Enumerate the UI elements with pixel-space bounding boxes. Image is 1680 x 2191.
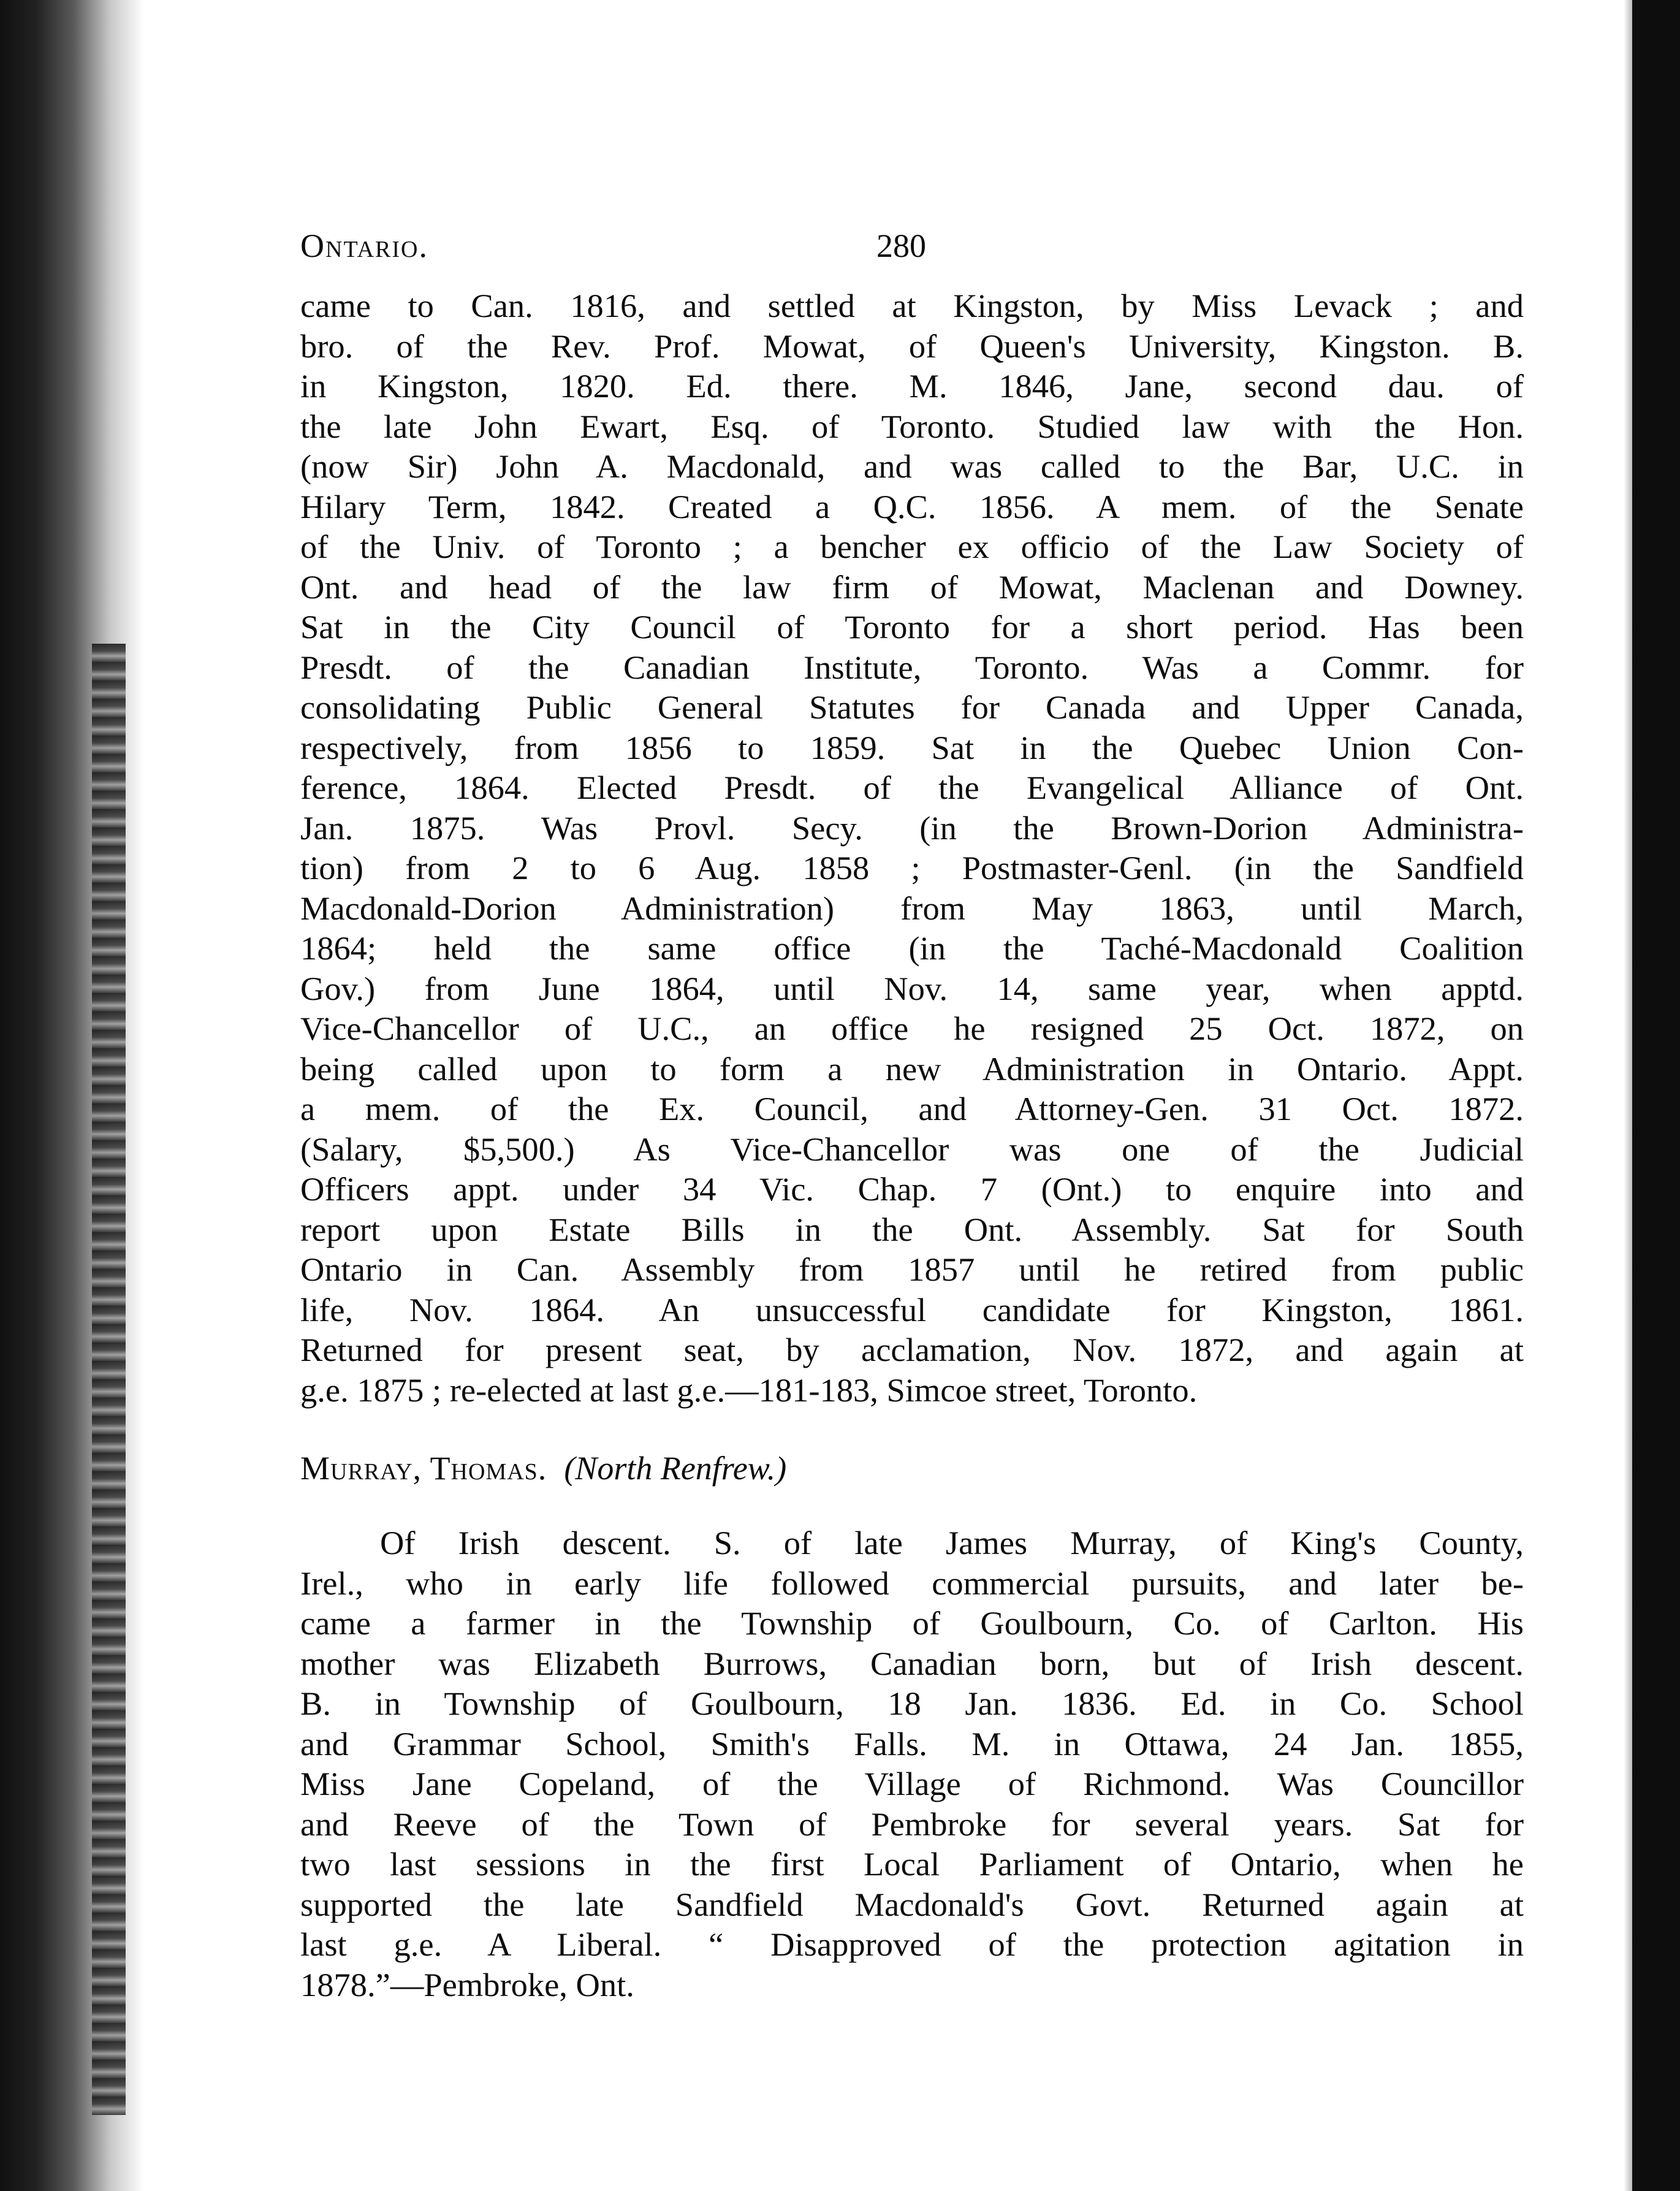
text-line: Gov.) from June 1864, until Nov. 14, same year, when apptd. [300,969,1524,1007]
text-line: respectively, from 1856 to 1859. Sat in the Quebec Union Con- [300,728,1524,766]
text-line: mother was Elizabeth Burrows, Canadian born, but of Irish descent. [300,1644,1524,1682]
running-head [300,221,1524,264]
text-line: Vice-Chancellor of U.C., an office he resigned 25 Oct. 1872, on [300,1010,1524,1047]
text-line: came to Can. 1816, and settled at Kingston, by Miss Levack ; and [300,287,1524,324]
entry-riding: (North Renfrew.) [564,1450,787,1487]
text-line: Macdonald-Dorion Administration) from May 1863, until March, [300,889,1524,927]
text-line: (Salary, $5,500.) As Vice-Chancellor was one of the Judicial [300,1130,1524,1168]
text-line: ference, 1864. Elected Presdt. of the Evangelical Alliance of Ont. [300,769,1524,806]
text-line: the late John Ewart, Esq. of Toronto. Studied law with the Hon. [300,407,1524,445]
text-line: 1864; held the same office (in the Taché-Macdonald Coalition [300,929,1524,967]
text-line: last g.e. A Liberal. “ Disapproved of the protection agitation in [300,1926,1524,1963]
right-page-edge [1632,0,1680,2191]
text-line: report upon Estate Bills in the Ont. Assembly. Sat for South [300,1210,1524,1248]
text-line: of the Univ. of Toronto ; a bencher ex officio of the Law Society of [300,528,1524,565]
entry-heading [300,1449,1524,1487]
entry-name: Murray, Thomas. [300,1450,547,1487]
section-name: Ontario. [300,227,428,264]
text-line: Officers appt. under 34 Vic. Chap. 7 (Ont.) to enquire into and [300,1170,1524,1208]
text-line: Ont. and head of the law firm of Mowat, Maclenan and Downey. [300,568,1524,606]
text-line: Irel., who in early life followed commercial pursuits, and later be- [300,1564,1524,1602]
text-line: Returned for present seat, by acclamation, Nov. 1872, and again at [300,1331,1524,1368]
text-line: Ontario in Can. Assembly from 1857 until he retired from public [300,1251,1524,1288]
text-line: life, Nov. 1864. An unsuccessful candidate for Kingston, 1861. [300,1290,1524,1328]
text-line: in Kingston, 1820. Ed. there. M. 1846, Jane, second dau. of [300,367,1524,405]
text-line: Jan. 1875. Was Provl. Secy. (in the Brown-Dorion Administra- [300,809,1524,847]
page-number: 280 [876,227,926,264]
text-line: B. in Township of Goulbourn, 18 Jan. 1836. Ed. in Co. School [300,1685,1524,1722]
text-line: 1878.”—Pembroke, Ont. [300,1965,634,2003]
text-line: Sat in the City Council of Toronto for a short period. Has been [300,608,1524,646]
entry-continued-paragraph [300,286,1524,1410]
text-line: Presdt. of the Canadian Institute, Toronto. Was a Commr. for [300,648,1524,686]
text-line: Miss Jane Copeland, of the Village of Richmond. Was Councillor [300,1765,1524,1802]
text-line: and Reeve of the Town of Pembroke for several years. Sat for [300,1805,1524,1843]
text-line: Of Irish descent. S. of late James Murray, of King's County, [380,1524,1524,1561]
text-line: being called upon to form a new Administration in Ontario. Appt. [300,1050,1524,1088]
text-line: and Grammar School, Smith's Falls. M. in Ottawa, 24 Jan. 1855, [300,1724,1524,1762]
text-line: a mem. of the Ex. Council, and Attorney-Gen. 31 Oct. 1872. [300,1090,1524,1127]
text-line: supported the late Sandfield Macdonald's Govt. Returned again at [300,1885,1524,1923]
text-line: two last sessions in the first Local Parliament of Ontario, when he [300,1845,1524,1883]
text-line: tion) from 2 to 6 Aug. 1858 ; Postmaster-Genl. (in the Sandfield [300,849,1524,886]
text-line: g.e. 1875 ; re-elected at last g.e.—181-183, Simcoe street, Toronto. [300,1371,1198,1409]
text-line: consolidating Public General Statutes for Canada and Upper Canada, [300,688,1524,726]
left-page-gutter [0,0,144,2191]
book-page [300,221,1524,2005]
text-line: (now Sir) John A. Macdonald, and was called to the Bar, U.C. in [300,448,1524,485]
entry-murray-paragraph [300,1523,1524,2005]
text-line: bro. of the Rev. Prof. Mowat, of Queen's University, Kingston. B. [300,327,1524,365]
text-line: came a farmer in the Township of Goulbourn, Co. of Carlton. His [300,1604,1524,1642]
text-line: Hilary Term, 1842. Created a Q.C. 1856. A mem. of the Senate [300,487,1524,525]
